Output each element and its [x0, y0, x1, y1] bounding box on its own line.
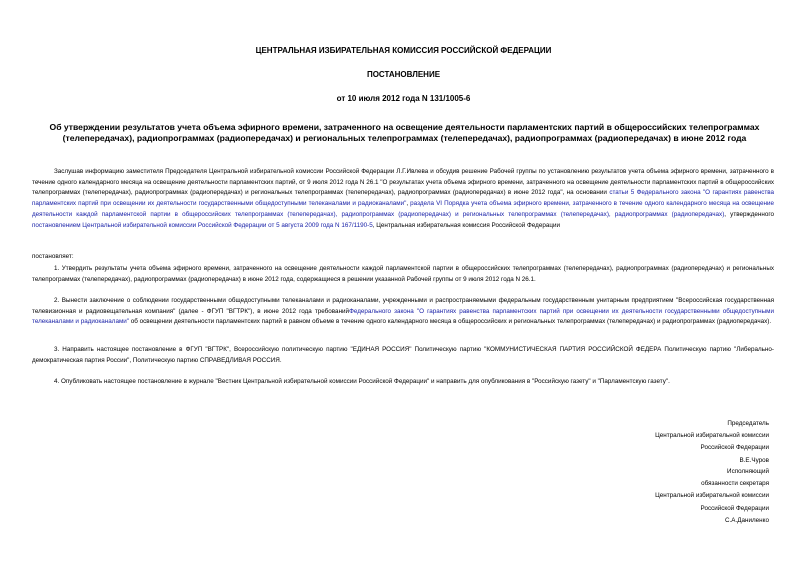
- signature-name: В.Е.Чуров: [739, 456, 769, 464]
- resolution-167-link[interactable]: постановлением Центральной избирательной комиссии Российской Федерации от 5 августа 2009 года N 167/1190-5: [32, 221, 373, 229]
- signature-chairman: [549, 418, 769, 467]
- item-3-text: 3. Направить настоящее постановление в ФГУП "ВГТРК", Всероссийскую политическую партию "ЕДИНАЯ РОССИЯ" Политическую партию "КОММУНИСТИЧЕСКАЯ ПАРТИЯ РОССИЙСКОЙ ФЕДЕРА Политическую партию "Либерально-демократическая партия России", Политическую партию СПРАВЕДЛИВАЯ РОССИЯ.: [32, 346, 774, 364]
- law-article-5-link[interactable]: статьи 5 Федерального закона "О гарантиях равенства парламентских партий при освещении их деятельности государственными общедоступными телеканалами и радиоканалами": [32, 189, 774, 208]
- preamble-text-3: , утвержденного: [724, 210, 774, 218]
- item-2-text-a: 2. Вынести заключение о соблюдении государственными общедоступными телеканалами и радиоканалами, учрежденными и распространяемыми федеральным государственным унитарным предприятием "Всероссийская государственная телевизионная и радиовещательная компания" (далее - ФГУП "ВГТРК"), в июне 2012 года требований: [32, 297, 774, 315]
- signature-line: Российской Федерации: [700, 444, 769, 452]
- signature-line: Председатель: [727, 420, 769, 427]
- item-1-text: 1. Утвердить результаты учета объема эфирного времени, затраченного на освещение деятельности каждой парламентской партии в общероссийских телепрограммах (телепередачах), радиопрограммах (радиопередачах) и региональных телепрограммах (телепередачах), радиопрограммах (радиопередачах) в июне 2012 года, содержащиеся в решении указанной Рабочей группы от 9 июля 2012 года N 26.1.: [32, 265, 774, 283]
- signature-name: С.А.Даниленко: [725, 516, 769, 524]
- signature-secretary: [549, 466, 769, 527]
- signature-line: Центральной избирательной комиссии: [655, 492, 769, 500]
- document-type: ПОСТАНОВЛЕНИЕ: [366, 70, 441, 79]
- item-2: [32, 296, 774, 328]
- procedure-section-vi-link[interactable]: раздела VI Порядка учета объема эфирного времени, затраченного в течение одного календарного месяца на освещение деятельности каждой парламентской партии в общероссийских телепрограммах (телепередачах), радиопрограммах (радиопередачах) и региональных телепрограммах (телепередачах), радиопрограммах (радиопередачах): [32, 200, 774, 218]
- preamble-text-4: , Центральная избирательная комиссия Российской Федерации: [372, 221, 560, 229]
- item-2-text-b: об освещении деятельности парламентских партий в равном объеме в течение одного календарного месяца в общероссийских и региональных телепрограммах (телепередачах) и радиопрограммах (радиопередачах).: [129, 318, 772, 326]
- document-date-number: от 10 июля 2012 года N 131/1005-6: [336, 94, 471, 103]
- signature-line: Российской Федерации: [700, 504, 769, 512]
- signature-line: обязанности секретаря: [701, 480, 769, 488]
- item-4: [32, 377, 774, 388]
- document-title: Об утверждении результатов учета объема эфирного времени, затраченного на освещение деятельности парламентских партий в общероссийских телепрограммах (телепередачах), радиопрограммах (радиопередачах) и региональных телепрограммах (телепередачах), радиопрограммах (радиопередачах) в июне 2012 года: [49, 122, 760, 143]
- federal-law-guarantees-link[interactable]: Федерального закона "О гарантиях равенства парламентских партий при освещении их деятельности государственными общедоступными телеканалами и радиоканалами": [32, 307, 774, 326]
- preamble-paragraph: [32, 167, 774, 231]
- resolves-label: постановляет:: [32, 253, 74, 260]
- organization-heading: ЦЕНТРАЛЬНАЯ ИЗБИРАТЕЛЬНАЯ КОМИССИЯ РОССИЙСКОЙ ФЕДЕРАЦИИ: [255, 46, 552, 55]
- item-1: [32, 264, 774, 285]
- item-3: [32, 345, 774, 366]
- item-4-text: 4. Опубликовать настоящее постановление в журнале "Вестник Центральной избирательной комиссии Российской Федерации" и направить для опубликования в "Российскую газету" и "Парламентскую газету".: [54, 378, 670, 385]
- preamble-text-2: ,: [406, 200, 411, 208]
- preamble-text-1: Заслушав информацию заместителя Председателя Центральной избирательной комиссии Российской Федерации Л.Г.Ивлева и обсудив решение Рабочей группы по установлению результатов учета объема эфирного времени, затраченного в течение одного календарного месяца на освещение деятельности парламентских партий, от 9 июля 2012 года N 26.1 "О результатах учета объема эфирного времени, затраченного на освещение деятельности парламентских партий в общероссийских телепрограммах (телепередачах), радиопрограммах (радиопередачах) и региональных телепрограммах (телепередачах), радиопрограммах (радиопередачах) в июне 2012 года", на основании: [32, 168, 774, 197]
- signature-line: Центральной избирательной комиссии: [655, 432, 769, 440]
- signature-line: Исполняющий: [727, 468, 769, 475]
